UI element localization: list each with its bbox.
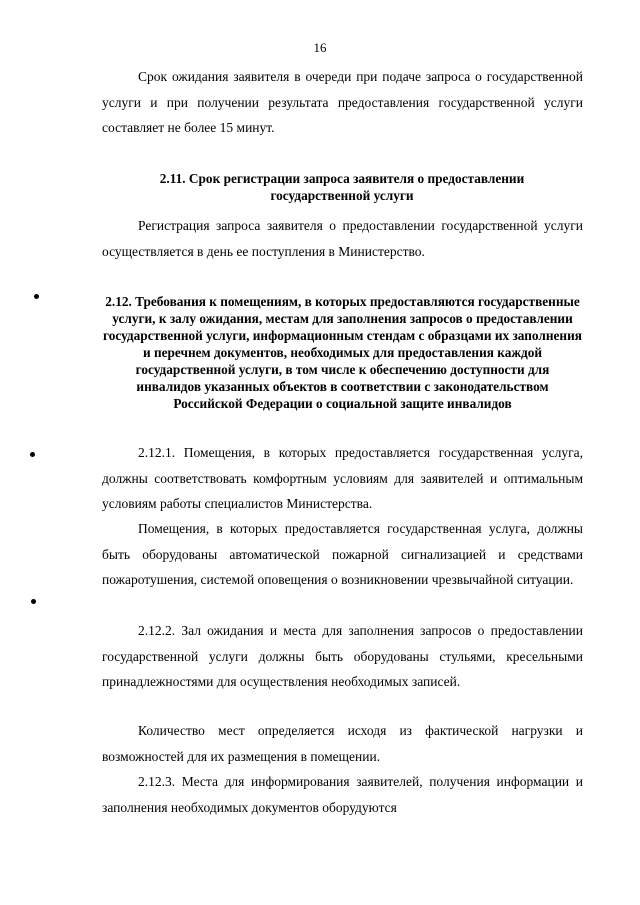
margin-mark-2 [30,452,35,457]
paragraph-2-12-1: 2.12.1. Помещения, в которых предоставляется государственная услуга, должны соответствовать комфортным условиям для заявителей и оптимальным условиям работы специалистов Министерства. [102,445,583,511]
margin-mark-1 [34,294,39,299]
margin-mark-3 [31,599,36,604]
section-heading-2-12: 2.12. Требования к помещениям, в которых предоставляются государственные услуги, к залу ожидания, местам для заполнения запросов о предоставлении государственной услуги, информационным стендам с образцами их заполнения и перечнем документов, необходимых для предоставления каждой государственной услуги, в том числе к обеспечению доступности для инвалидов указанных объектов в соответствии с законодательством Российской Федерации о социальной защите инвалидов [103,294,582,411]
section-heading-2-11: 2.11. Срок регистрации запроса заявителя о предоставлении государственной услуги [159,171,525,203]
paragraph-2-12-3: 2.12.3. Места для информирования заявителей, получения информации и заполнения необходимых документов оборудуются [102,774,583,815]
page-number: 16 [313,40,327,55]
paragraph-seats-count: Количество мест определяется исходя из фактической нагрузки и возможностей для их размещения в помещении. [102,723,583,764]
paragraph-registration: Регистрация запроса заявителя о предоставлении государственной услуги осуществляется в день ее поступления в Министерство. [102,218,583,259]
paragraph-2-12-2: 2.12.2. Зал ожидания и места для заполнения запросов о предоставлении государственной услуги должны быть оборудованы стульями, кресельными принадлежностями для осуществления необходимых записей. [102,623,583,689]
paragraph-waiting-time: Срок ожидания заявителя в очереди при подаче запроса о государственной услуги и при получении результата предоставления государственной услуги составляет не более 15 минут. [102,69,583,135]
paragraph-premises-equipment: Помещения, в которых предоставляется государственная услуга, должны быть оборудованы автоматической пожарной сигнализацией и средствами пожаротушения, системой оповещения о возникновении чрезвычайной ситуации. [102,521,583,587]
